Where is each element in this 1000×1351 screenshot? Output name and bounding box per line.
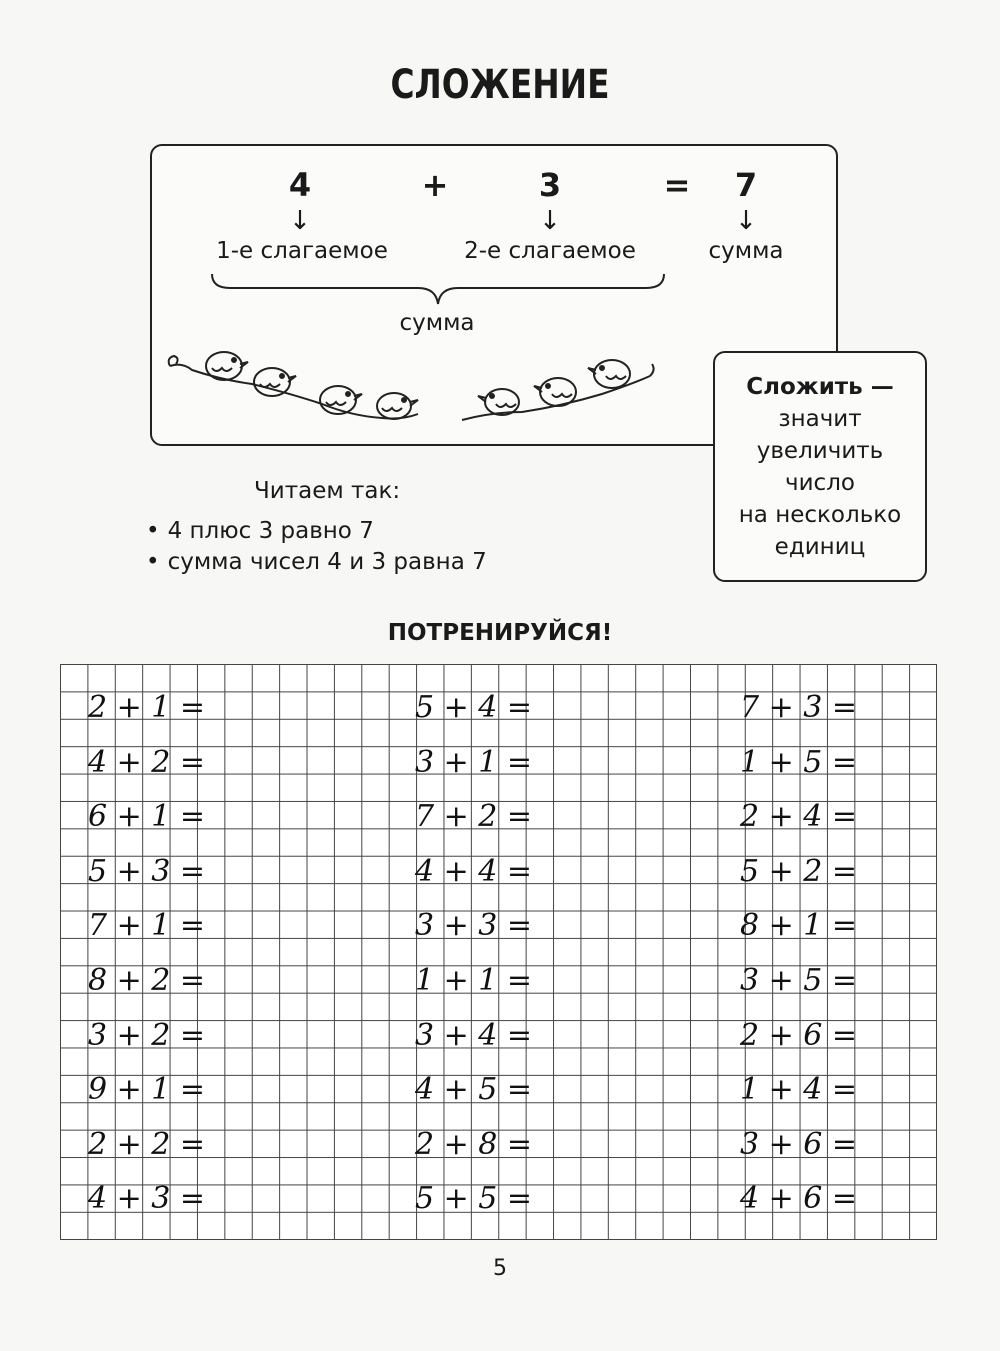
exercise-expression: 4 + 5 =	[415, 1072, 533, 1108]
definition-line: на несколько	[738, 502, 902, 528]
plus-sign: +	[421, 166, 449, 204]
page-title: СЛОЖЕНИЕ	[390, 62, 610, 108]
exercise-expression: 2 + 1 =	[88, 690, 206, 725]
label-second-addend: 2-е слагаемое	[464, 238, 636, 264]
exercise-expression: 5 + 3 =	[88, 853, 206, 889]
exercise-expression: 5 + 5 =	[415, 1181, 533, 1217]
label-sum: сумма	[708, 238, 784, 264]
curly-brace-icon	[210, 272, 666, 306]
exercise-expression: 4 + 4 =	[415, 853, 533, 889]
exercise-expression: 1 + 5 =	[740, 744, 858, 780]
second-addend: 3	[538, 166, 562, 204]
exercise-expression: 3 + 1 =	[415, 744, 533, 780]
arrow-down-icon: ↓	[289, 206, 311, 236]
exercise-expression: 9 + 1 =	[88, 1072, 206, 1108]
arrow-down-icon: ↓	[735, 206, 757, 236]
exercise-expression: 3 + 5 =	[740, 963, 858, 998]
equals-sign: =	[663, 166, 691, 204]
exercise-expression: 8 + 2 =	[88, 963, 206, 998]
exercise-expression: 7 + 3 =	[740, 690, 858, 725]
definition-line: число	[785, 470, 855, 496]
exercise-expression: 4 + 6 =	[740, 1181, 858, 1217]
definition-term: Сложить —	[746, 374, 894, 400]
label-first-addend: 1-е слагаемое	[216, 238, 388, 264]
exercise-expression: 3 + 2 =	[88, 1017, 206, 1053]
definition-box	[713, 351, 927, 582]
birds-on-branch-icon	[162, 346, 662, 436]
reading-title: Читаем так:	[254, 478, 401, 504]
definition-line: единиц	[774, 534, 866, 560]
arrow-down-icon: ↓	[539, 206, 561, 236]
exercise-expression: 2 + 8 =	[415, 1126, 533, 1162]
exercise-expression: 1 + 1 =	[415, 963, 533, 998]
exercise-expression: 5 + 4 =	[415, 690, 533, 725]
exercise-expression: 4 + 3 =	[88, 1181, 206, 1217]
exercise-expression: 3 + 6 =	[740, 1126, 858, 1162]
sum-value: 7	[734, 166, 758, 204]
exercise-expression: 8 + 1 =	[740, 908, 858, 944]
exercise-grid	[60, 664, 937, 1240]
exercise-expression: 5 + 2 =	[740, 853, 858, 889]
definition-line: увеличить	[756, 438, 884, 464]
definition-line: значит	[778, 406, 862, 432]
exercise-expression: 2 + 4 =	[740, 799, 858, 835]
exercise-expression: 3 + 3 =	[415, 908, 533, 944]
list-item: • сумма чисел 4 и 3 равна 7	[146, 547, 487, 578]
exercise-expression: 2 + 2 =	[88, 1126, 206, 1162]
practice-title: ПОТРЕНИРУЙСЯ!	[387, 620, 613, 646]
exercise-expression: 6 + 1 =	[88, 799, 206, 835]
exercise-expression: 3 + 4 =	[415, 1017, 533, 1053]
exercise-expression: 2 + 6 =	[740, 1017, 858, 1053]
label-sum-under-brace: сумма	[399, 310, 475, 336]
list-item: • 4 плюс 3 равно 7	[146, 516, 487, 547]
exercise-expression: 4 + 2 =	[88, 744, 206, 780]
exercise-expression: 7 + 1 =	[88, 908, 206, 944]
reading-list	[146, 516, 487, 578]
first-addend: 4	[288, 166, 312, 204]
page-number: 5	[493, 1256, 507, 1281]
exercise-expression: 7 + 2 =	[415, 799, 533, 835]
exercise-expression: 1 + 4 =	[740, 1072, 858, 1108]
